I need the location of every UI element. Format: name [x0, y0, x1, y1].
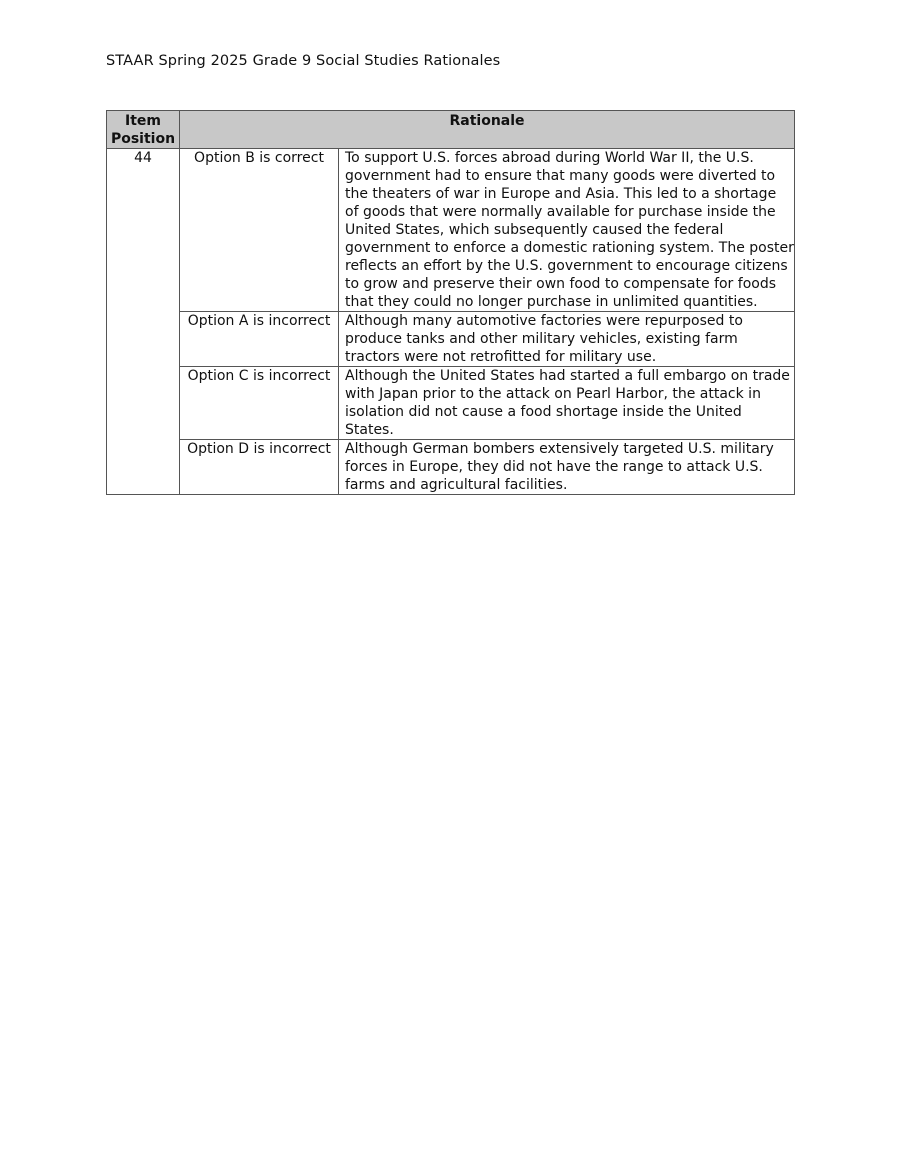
header-item-position: Item Position — [107, 111, 180, 149]
table-header-row — [107, 111, 795, 149]
rationale-table — [106, 110, 795, 495]
rationale-text: Although the United States had started a full embargo on trade with Japan prior to the attack on Pearl Harbor, the attack in isolation did not cause a food shortage inside the United States. — [339, 367, 795, 440]
item-position-cell: 44 — [107, 149, 180, 495]
option-label: Option B is correct — [180, 149, 339, 312]
header-rationale: Rationale — [180, 111, 795, 149]
table-row — [107, 367, 795, 440]
rationale-text: Although German bombers extensively targeted U.S. military forces in Europe, they did not have the range to attack U.S. farms and agricultural facilities. — [339, 440, 795, 495]
table-row — [107, 149, 795, 312]
table-row — [107, 312, 795, 367]
option-label: Option C is incorrect — [180, 367, 339, 440]
page-header: STAAR Spring 2025 Grade 9 Social Studies Rationales — [106, 53, 501, 69]
option-label: Option A is incorrect — [180, 312, 339, 367]
table-row — [107, 440, 795, 495]
option-label: Option D is incorrect — [180, 440, 339, 495]
rationale-text: To support U.S. forces abroad during World War II, the U.S. government had to ensure that many goods were diverted to the theaters of war in Europe and Asia. This led to a shortage of goods that were normally available for purchase inside the United States, which subsequently caused the federal government to enforce a domestic rationing system. The poster reflects an effort by the U.S. government to encourage citizens to grow and preserve their own food to compensate for foods that they could no longer purchase in unlimited quantities. — [339, 149, 795, 312]
rationale-text: Although many automotive factories were repurposed to produce tanks and other military vehicles, existing farm tractors were not retrofitted for military use. — [339, 312, 795, 367]
